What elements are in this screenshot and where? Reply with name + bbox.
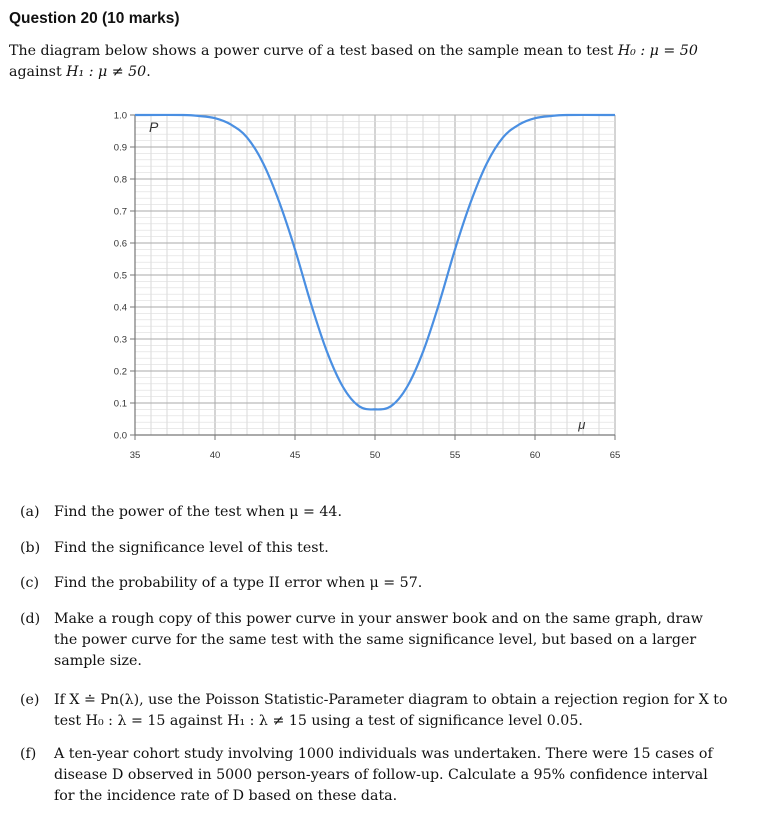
x-tick-label: 35 <box>129 450 141 461</box>
x-tick-label: 55 <box>449 450 461 461</box>
part-b <box>20 538 730 559</box>
part-f-text: A ten-year cohort study involving 1000 individuals was undertaken. There were 15 cases of disease D observed in 5000 person-years of follow-up. Calculate a 95% confidence interval for the incidence rate of D based on these data. <box>54 746 713 804</box>
question-intro <box>9 41 744 83</box>
part-d-label: (d) <box>20 611 41 627</box>
part-c <box>20 573 730 594</box>
null-hypothesis: H₀ : μ = 50 <box>617 43 698 59</box>
part-f <box>20 744 730 807</box>
part-f-label: (f) <box>20 746 37 762</box>
y-tick-label: 0.3 <box>113 334 127 346</box>
part-e-text: If X ≐ Pn(λ), use the Poisson Statistic-Parameter diagram to obtain a rejection region for X to test H₀ : λ = 15 against H₁ : λ ≠ 15 using a test of significance level 0.05. <box>54 692 728 729</box>
x-axis-label: μ <box>578 417 586 432</box>
part-c-label: (c) <box>20 575 40 591</box>
y-tick-label: 0.5 <box>113 270 127 282</box>
y-tick-label: 1.0 <box>113 110 127 122</box>
part-c-text: Find the probability of a type II error when μ = 57. <box>54 575 423 591</box>
chart-grid <box>135 115 615 435</box>
y-tick-label: 0.1 <box>113 398 127 410</box>
y-tick-label: 0.8 <box>113 174 127 186</box>
part-a-text: Find the power of the test when μ = 44. <box>54 504 342 520</box>
x-tick-label: 65 <box>609 450 621 461</box>
y-axis-label: P <box>149 119 159 135</box>
intro-prefix: The diagram below shows a power curve of a test based on the sample mean to test <box>9 43 618 59</box>
part-e-label: (e) <box>20 692 40 708</box>
part-d <box>20 609 730 672</box>
y-tick-label: 0.6 <box>113 238 127 250</box>
x-tick-label: 50 <box>369 450 381 461</box>
y-tick-label: 0.9 <box>113 142 127 154</box>
power-curve-chart <box>95 103 625 473</box>
intro-mid: against <box>9 64 67 80</box>
part-d-text: Make a rough copy of this power curve in your answer book and on the same graph, draw the power curve for the same test with the same significance level, but based on a larger sample size. <box>54 611 703 669</box>
part-b-text: Find the significance level of this test. <box>54 540 329 556</box>
alt-hypothesis: H₁ : μ ≠ 50 <box>66 64 147 80</box>
x-tick-label: 45 <box>289 450 301 461</box>
y-tick-label: 0.4 <box>113 302 127 314</box>
y-tick-label: 0.0 <box>113 430 127 442</box>
question-title: Question 20 (10 marks) <box>9 10 180 27</box>
x-tick-label: 60 <box>529 450 541 461</box>
y-tick-label: 0.2 <box>113 366 127 378</box>
y-tick-label: 0.7 <box>113 206 127 218</box>
part-a <box>20 502 730 523</box>
part-e <box>20 690 730 732</box>
chart-axes <box>130 115 615 440</box>
part-b-label: (b) <box>20 540 41 556</box>
intro-suffix: . <box>146 64 151 80</box>
x-tick-label: 40 <box>209 450 221 461</box>
part-a-label: (a) <box>20 504 40 520</box>
